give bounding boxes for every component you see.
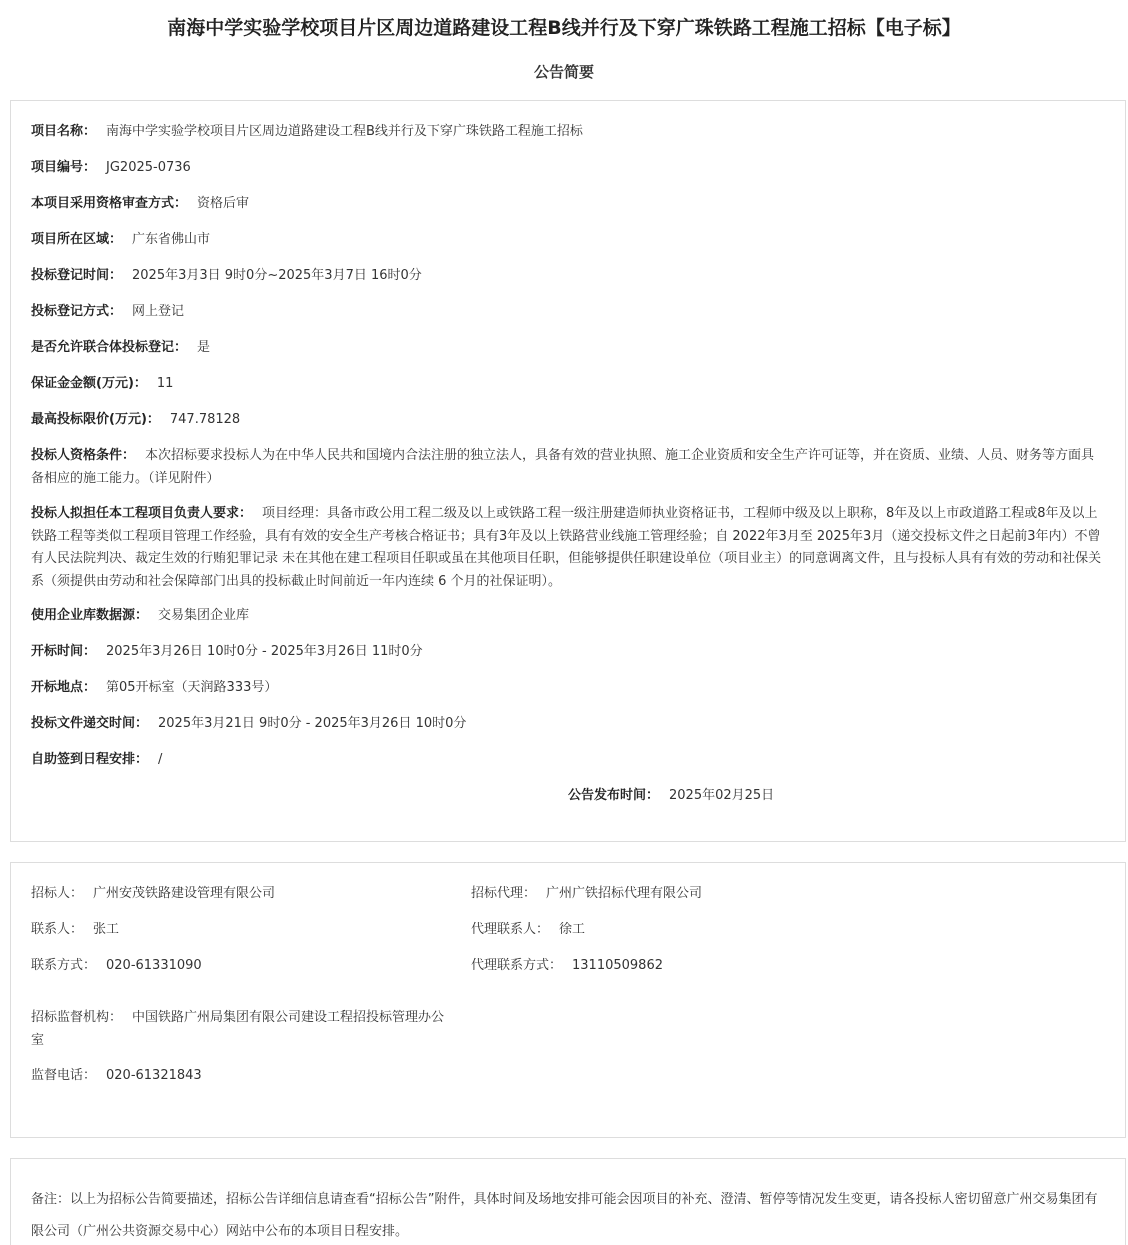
registration-time-value: 2025年3月3日 9时0分~2025年3月7日 16时0分: [132, 268, 422, 283]
notice-text: 备注：以上为招标公告简要描述，招标公告详细信息请查看“招标公告”附件，具体时间及场地安排可能会因项目的补充、澄清、暂停等情况发生变更，请各投标人密切留意广州交易集团有限公司（广州公共资源交易中心）网站中公布的本项目日程安排。: [31, 1192, 1098, 1239]
publish-time-label: 公告发布时间：: [568, 788, 660, 803]
project-no-label: 项目编号：: [31, 160, 97, 175]
agent-contact-label: 代理联系人：: [471, 922, 550, 937]
contact-person-label: 联系人：: [31, 922, 84, 937]
max-price-row: [31, 409, 1107, 431]
publish-time-value: 2025年02月25日: [669, 788, 775, 803]
supervisor-value: 中国铁路广州局集团有限公司建设工程招投标管理办公室: [31, 1010, 445, 1048]
deposit-value: 11: [156, 376, 174, 391]
deposit-label: 保证金金额(万元)：: [31, 376, 147, 391]
consortium-row: [31, 337, 1107, 359]
supervisor-label: 招标监督机构：: [31, 1010, 123, 1025]
tenderer-label: 招标人：: [31, 886, 84, 901]
registration-method-label: 投标登记方式：: [31, 304, 123, 319]
submission-time-label: 投标文件递交时间：: [31, 716, 149, 731]
agent-contact-row: [471, 919, 1107, 941]
supervisor-phone-label: 监督电话：: [31, 1068, 97, 1083]
publish-time-row: [568, 785, 1107, 807]
qualification-review-label: 本项目采用资格审查方式：: [31, 196, 188, 211]
registration-method-value: 网上登记: [132, 304, 185, 319]
project-name-row: [31, 121, 1107, 143]
opening-time-label: 开标时间：: [31, 644, 97, 659]
region-row: [31, 229, 1107, 251]
agent-phone-label: 代理联系方式：: [471, 958, 563, 973]
agent-contact-value: 徐工: [559, 922, 586, 937]
registration-time-row: [31, 265, 1107, 287]
database-label: 使用企业库数据源：: [31, 608, 149, 623]
agent-label: 招标代理：: [471, 886, 537, 901]
region-value: 广东省佛山市: [132, 232, 211, 247]
max-price-value: 747.78128: [169, 412, 241, 427]
opening-time-row: [31, 641, 1107, 663]
qualification-review-row: [31, 193, 1107, 215]
manager-requirement-value: 项目经理：具备市政公用工程二级及以上或铁路工程一级注册建造师执业资格证书，工程师中级及以上职称，8年及以上市政道路工程或8年及以上铁路工程等类似工程项目管理工作经验，具有有效的安全生产考核合格证书；具有3年及以上铁路营业线施工管理经验；自 2022年3月至 2025年3月（递交投标文件之日起前3年内）不曾有人民法院判决、裁定生效的行贿犯罪记录 未在其他在建工程项目任职或虽在其他项目任职，但能够提供任职建设单位（项目业主）的同意调离文件，且与投标人具有有效的劳动和社保关系（须提供由劳动和社会保障部门出具的投标截止时间前近一年内连续 6 个月的社保证明）。: [31, 506, 1102, 589]
database-value: 交易集团企业库: [158, 608, 250, 623]
project-name-label: 项目名称：: [31, 124, 97, 139]
opening-place-row: [31, 677, 1107, 699]
self-checkin-row: [31, 749, 1107, 771]
agent-phone-value: 13110509862: [572, 958, 663, 973]
contact-person-value: 张工: [93, 922, 120, 937]
contact-phone-row: [31, 955, 451, 977]
self-checkin-value: /: [158, 752, 163, 767]
project-no-value: JG2025-0736: [106, 160, 191, 175]
submission-time-row: [31, 713, 1107, 735]
supervisor-phone-value: 020-61321843: [106, 1068, 202, 1083]
bidder-qualification-value: 本次招标要求投标人为在中华人民共和国境内合法注册的独立法人，具备有效的营业执照、施工企业资质和安全生产许可证等，并在资质、业绩、人员、财务等方面具备相应的施工能力。（详见附件）: [31, 448, 1095, 486]
supervisor-row: [31, 1007, 451, 1052]
contact-phone-value: 020-61331090: [106, 958, 202, 973]
contact-phone-label: 联系方式：: [31, 958, 97, 973]
page-subtitle: 公告简要: [533, 63, 594, 81]
agent-row: [471, 883, 1107, 905]
submission-time-value: 2025年3月21日 9时0分 - 2025年3月26日 10时0分: [158, 716, 467, 731]
contacts-panel: [10, 862, 1126, 1138]
supervisor-phone-row: [31, 1065, 451, 1087]
region-label: 项目所在区域：: [31, 232, 123, 247]
agent-phone-row: [471, 955, 1107, 977]
opening-time-value: 2025年3月26日 10时0分 - 2025年3月26日 11时0分: [106, 644, 423, 659]
bidder-qualification-label: 投标人资格条件：: [31, 448, 136, 463]
manager-requirement-row: [31, 503, 1107, 593]
manager-requirement-label: 投标人拟担任本工程项目负责人要求：: [31, 506, 253, 521]
contact-person-row: [31, 919, 451, 941]
project-name-value: 南海中学实验学校项目片区周边道路建设工程B线并行及下穿广珠铁路工程施工招标: [106, 124, 583, 139]
registration-time-label: 投标登记时间：: [31, 268, 123, 283]
agent-value: 广州广铁招标代理有限公司: [546, 886, 703, 901]
qualification-review-value: 资格后审: [197, 196, 250, 211]
page-title: 南海中学实验学校项目片区周边道路建设工程B线并行及下穿广珠铁路工程施工招标【电子标】: [167, 17, 961, 39]
tenderer-value: 广州安茂铁路建设管理有限公司: [93, 886, 276, 901]
notice-panel: [10, 1158, 1126, 1245]
opening-place-value: 第05开标室（天润路333号）: [106, 680, 278, 695]
deposit-row: [31, 373, 1107, 395]
consortium-label: 是否允许联合体投标登记：: [31, 340, 188, 355]
consortium-value: 是: [197, 340, 211, 355]
tenderer-row: [31, 883, 451, 905]
max-price-label: 最高投标限价(万元)：: [31, 412, 160, 427]
bidder-qualification-row: [31, 445, 1107, 490]
project-no-row: [31, 157, 1107, 179]
database-row: [31, 605, 1107, 627]
self-checkin-label: 自助签到日程安排：: [31, 752, 149, 767]
registration-method-row: [31, 301, 1107, 323]
summary-panel: [10, 100, 1126, 842]
opening-place-label: 开标地点：: [31, 680, 97, 695]
